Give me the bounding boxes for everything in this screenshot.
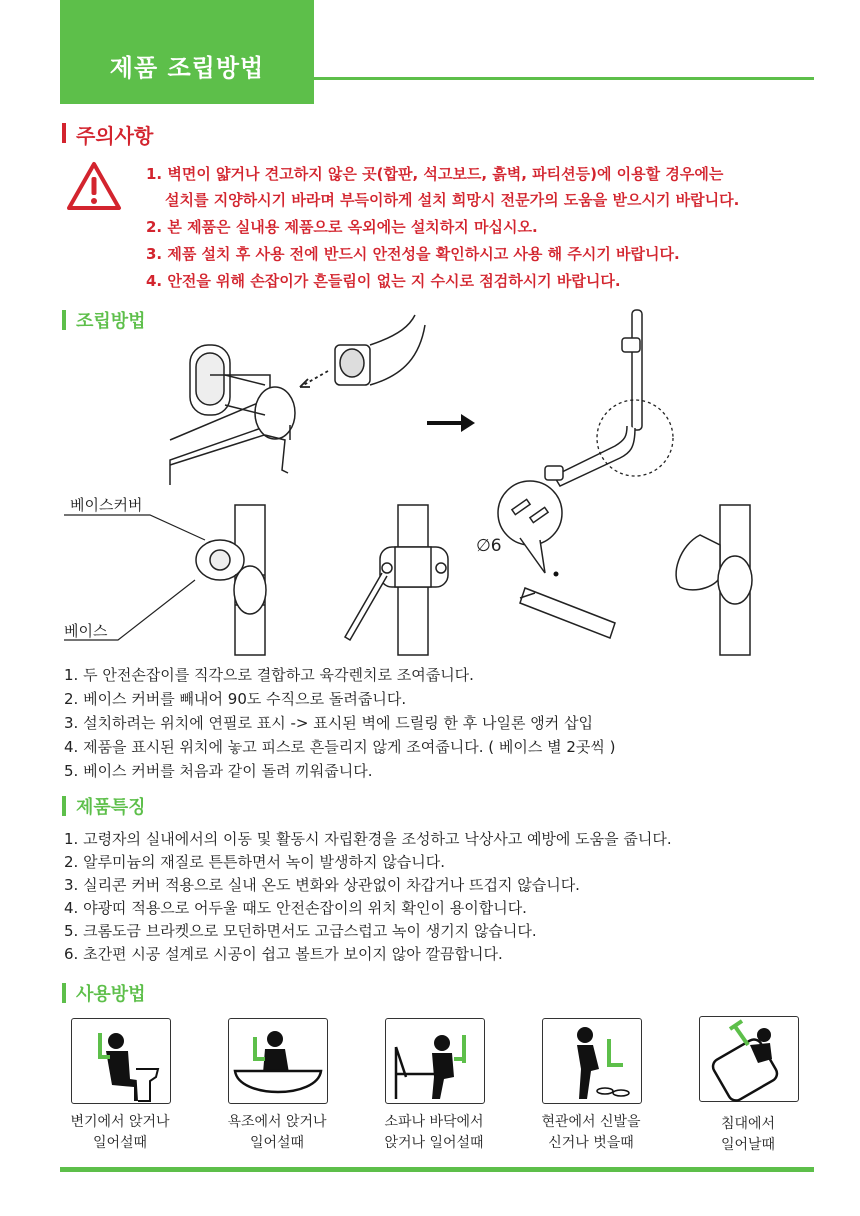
- usage-bed-pictogram: [699, 1016, 799, 1102]
- assembly-diagram-cover: [660, 505, 770, 655]
- usage-caption-bed-line2: 일어날때: [720, 1137, 776, 1153]
- usage-title: 사용방법: [76, 984, 146, 1005]
- usage-caption-sofa-line1: 소파나 바닥에서: [384, 1114, 484, 1130]
- caution-line-1b: 설치를 지양하시기 바라며 부득이하게 설치 희망시 전문가의 도움을 받으시기 바랍니다.: [165, 191, 740, 209]
- shoes-icon: [543, 1019, 641, 1103]
- usage-caption-toilet-line1: 변기에서 앉거나: [70, 1114, 170, 1130]
- features-section-marker: [62, 796, 66, 816]
- usage-sofa-pictogram: [385, 1018, 485, 1104]
- caution-line-1: 1. 벽면이 얇거나 견고하지 않은 곳(합판, 석고보드, 흙벽, 파티션등)에 이용할 경우에는: [146, 165, 724, 183]
- drill-size-label: ∅6: [476, 536, 502, 556]
- usage-caption-sofa: [369, 1112, 499, 1154]
- page-title: 제품 조립방법: [109, 54, 265, 82]
- assembly-diagram-pencil: [340, 505, 460, 655]
- usage-caption-bed-line1: 침대에서: [720, 1116, 776, 1132]
- usage-entrance-pictogram: [542, 1018, 642, 1104]
- usage-caption-entrance-line2: 신거나 벗을때: [548, 1135, 634, 1151]
- assembly-diagram-drill: [490, 478, 630, 648]
- feature-item-5: 5. 크롬도금 브라켓으로 모던하면서도 고급스럽고 녹이 생기지 않습니다.: [64, 922, 537, 940]
- assembly-title: 조립방법: [76, 311, 146, 332]
- feature-item-6: 6. 초간편 시공 설계로 시공이 쉽고 볼트가 보이지 않아 깔끔합니다.: [64, 945, 503, 963]
- bathtub-icon: [229, 1019, 327, 1103]
- feature-item-4: 4. 야광띠 적용으로 어두울 때도 안전손잡이의 위치 확인이 용이합니다.: [64, 899, 527, 917]
- usage-section-marker: [62, 983, 66, 1003]
- caution-line-3: 3. 제품 설치 후 사용 전에 반드시 안전성을 확인하시고 사용 해 주시기 바랍니다.: [146, 245, 680, 263]
- caution-title: 주의사항: [76, 124, 154, 148]
- caution-line-2: 2. 본 제품은 실내용 제품으로 옥외에는 설치하지 마십시오.: [146, 218, 538, 236]
- usage-caption-bath-line1: 욕조에서 앉거나: [227, 1114, 327, 1130]
- assembly-step-5: 5. 베이스 커버를 처음과 같이 돌려 끼워줍니다.: [64, 762, 373, 780]
- feature-item-2: 2. 알루미늄의 재질로 튼튼하면서 녹이 발생하지 않습니다.: [64, 853, 445, 871]
- footer-divider: [60, 1167, 814, 1172]
- feature-item-3: 3. 실리콘 커버 적용으로 실내 온도 변화와 상관없이 차갑거나 뜨겁지 않습니다.: [64, 876, 580, 894]
- toilet-icon: [72, 1019, 170, 1103]
- usage-toilet-pictogram: [71, 1018, 171, 1104]
- assembly-step-3: 3. 설치하려는 위치에 연필로 표시 -> 표시된 벽에 드릴링 한 후 나일론 앵커 삽입: [64, 714, 593, 732]
- base-label: 베이스: [64, 622, 108, 640]
- assembly-diagram-base: [190, 505, 280, 655]
- usage-caption-bath-line2: 일어설때: [249, 1135, 305, 1151]
- assembly-step-1: 1. 두 안전손잡이를 직각으로 결합하고 육각렌치로 조여줍니다.: [64, 666, 474, 684]
- usage-caption-sofa-line2: 앉거나 일어설때: [384, 1135, 484, 1151]
- usage-caption-bed: [683, 1114, 813, 1156]
- caution-line-4: 4. 안전을 위해 손잡이가 흔들림이 없는 지 수시로 점검하시기 바랍니다.: [146, 272, 621, 290]
- usage-caption-toilet-line2: 일어설때: [92, 1135, 148, 1151]
- usage-caption-toilet: [55, 1112, 185, 1154]
- bed-icon: [700, 1017, 798, 1101]
- sofa-icon: [386, 1019, 484, 1103]
- base-cover-label: 베이스커버: [70, 496, 143, 514]
- assembly-step-4: 4. 제품을 표시된 위치에 놓고 피스로 흔들리지 않게 조여줍니다. ( 베이스 별 2곳씩 ): [64, 738, 616, 756]
- assembly-step-2: 2. 베이스 커버를 빼내어 90도 수직으로 돌려줍니다.: [64, 690, 407, 708]
- features-title: 제품특징: [76, 797, 146, 818]
- feature-item-1: 1. 고령자의 실내에서의 이동 및 활동시 자립환경을 조성하고 낙상사고 예방에 도움을 줍니다.: [64, 830, 672, 848]
- usage-bath-pictogram: [228, 1018, 328, 1104]
- usage-caption-entrance-line1: 현관에서 신발을: [541, 1114, 641, 1130]
- usage-caption-entrance: [526, 1112, 656, 1154]
- usage-caption-bath: [212, 1112, 342, 1154]
